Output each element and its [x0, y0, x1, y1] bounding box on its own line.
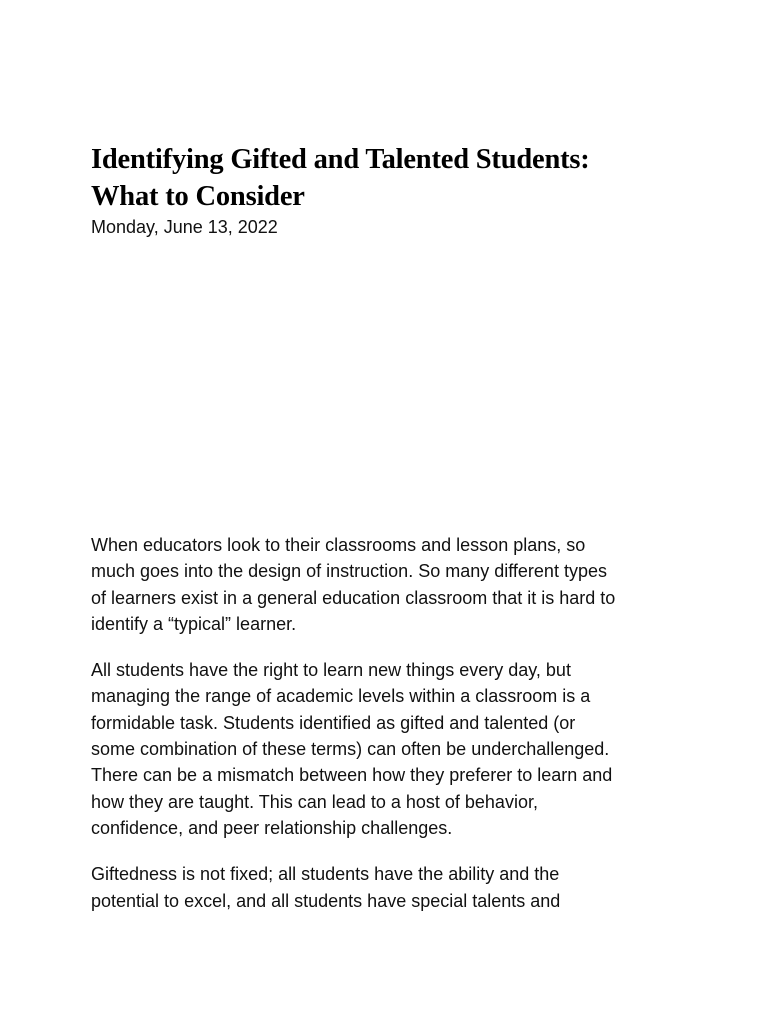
- article-date: Monday, June 13, 2022: [91, 217, 278, 237]
- paragraph-line: There can be a mismatch between how they preferer to learn and: [91, 765, 613, 786]
- paragraph-line: identify a “typical” learner.: [91, 613, 297, 634]
- paragraph-line: of learners exist in a general education classroom that it is hard to: [91, 587, 616, 608]
- paragraph-line: When educators look to their classrooms and lesson plans, so: [91, 535, 586, 555]
- paragraph-line: much goes into the design of instruction. So many different types: [91, 561, 607, 582]
- article-body: [91, 532, 691, 934]
- article-title-line-1: Identifying Gifted and Talented Students:: [91, 144, 590, 175]
- paragraph-line: formidable task. Students identified as gifted and talented (or: [91, 712, 576, 733]
- paragraph-line: Giftedness is not fixed; all students have the ability and the: [91, 864, 560, 885]
- paragraph-line: some combination of these terms) can often be underchallenged.: [91, 739, 610, 760]
- paragraph-line: potential to excel, and all students have special talents and: [91, 890, 561, 911]
- paragraph-line: confidence, and peer relationship challenges.: [91, 817, 453, 838]
- paragraph-line: managing the range of academic levels within a classroom is a: [91, 686, 591, 707]
- paragraph-line: All students have the right to learn new things every day, but: [91, 660, 571, 681]
- paragraph-2: [91, 657, 691, 841]
- paragraph-3: [91, 861, 691, 914]
- article-title-line-2: What to Consider: [91, 181, 305, 212]
- paragraph-line: how they are taught. This can lead to a host of behavior,: [91, 791, 538, 812]
- article-title: [91, 141, 691, 215]
- paragraph-1: [91, 532, 691, 637]
